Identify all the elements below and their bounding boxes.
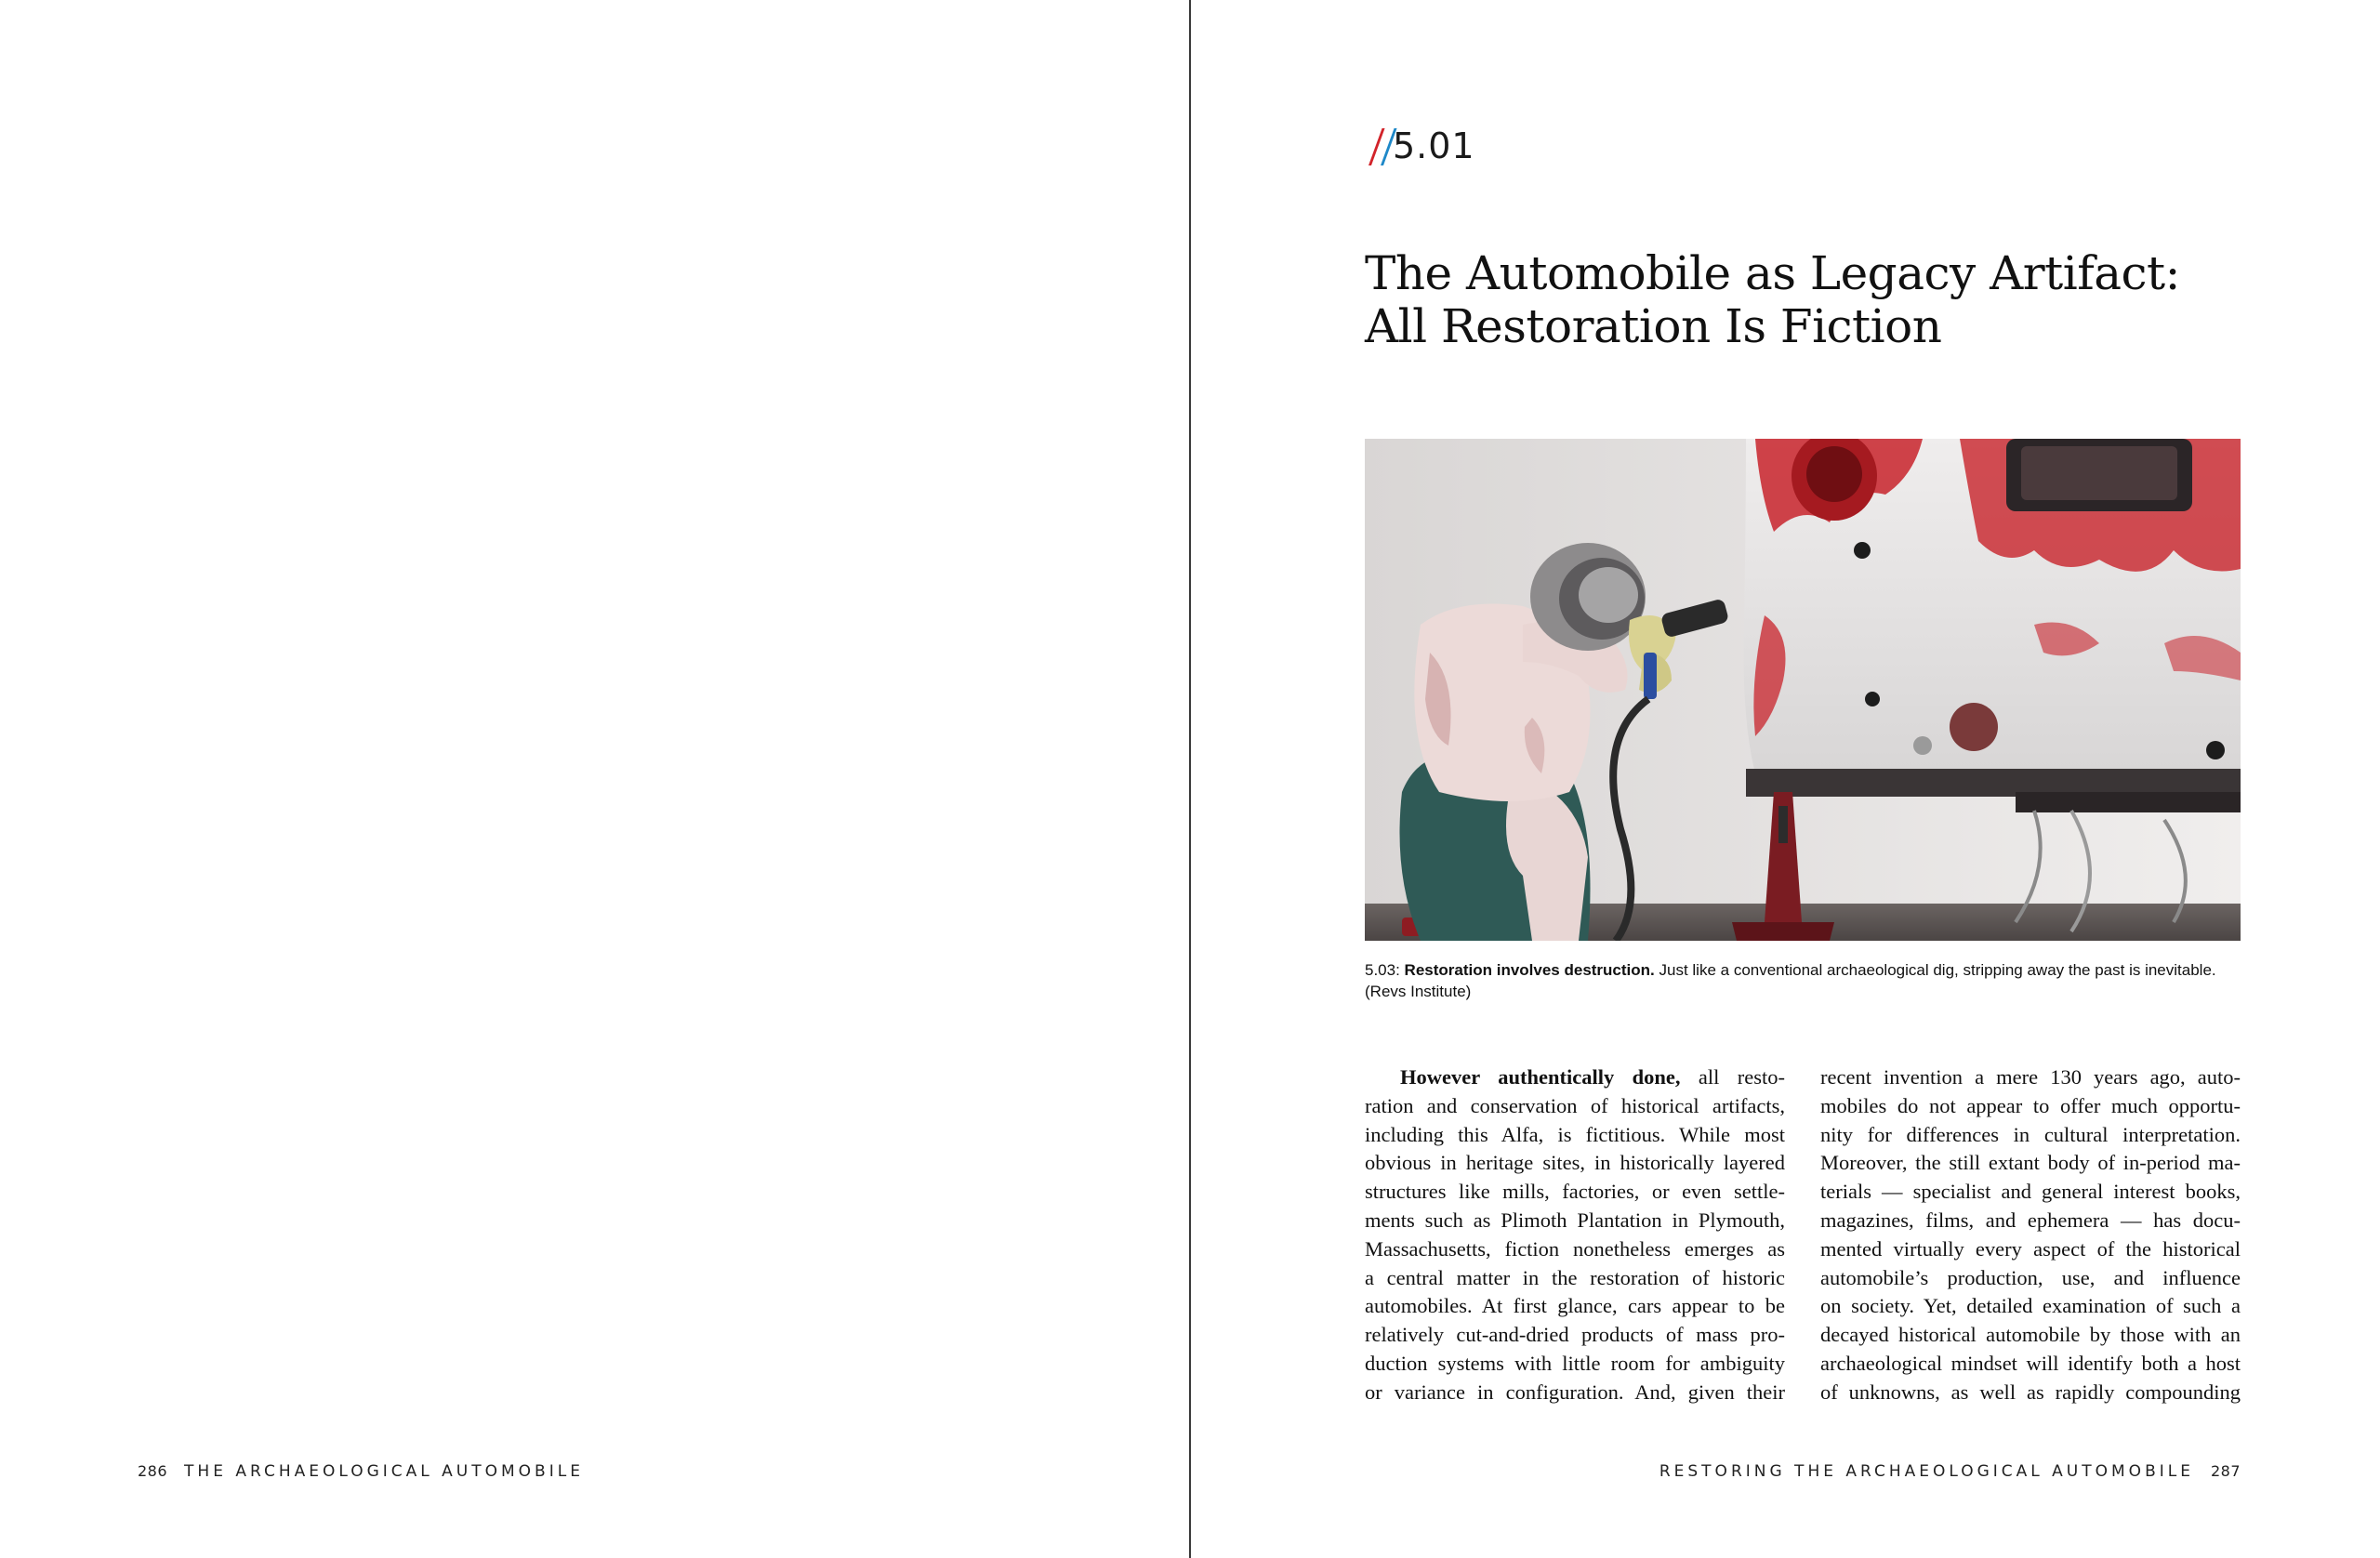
body-line: decayed historical automobile by those with an bbox=[1820, 1323, 2241, 1347]
left-running-title: THE ARCHAEOLOGICAL AUTOMOBILE bbox=[184, 1462, 584, 1481]
body-line: of unknowns, as well as rapidly compounding bbox=[1820, 1380, 2241, 1404]
section-number-text: 5.01 bbox=[1393, 125, 1475, 166]
body-line: including this Alfa, is fictitious. While most bbox=[1365, 1122, 1785, 1146]
chapter-title-line2: All Restoration Is Fiction bbox=[1365, 299, 1942, 353]
body-line: magazines, films, and ephemera — has docu- bbox=[1820, 1208, 2241, 1232]
body-line: ments such as Plimoth Plantation in Plymouth, bbox=[1365, 1208, 1785, 1232]
body-line: Moreover, the still extant body of in-period ma- bbox=[1820, 1151, 2241, 1175]
restoration-photo-illustration bbox=[1365, 439, 2241, 941]
red-slash bbox=[1365, 128, 1374, 164]
figure-caption-bold: Restoration involves destruction. bbox=[1404, 961, 1655, 979]
body-line: structures like mills, factories, or even settle- bbox=[1365, 1180, 1785, 1204]
body-line: mented virtually every aspect of the historical bbox=[1820, 1236, 2241, 1261]
body-line: archaeological mindset will identify both a host bbox=[1820, 1351, 2241, 1375]
figure-label: 5.03: bbox=[1365, 961, 1400, 979]
left-page-number: 286 bbox=[138, 1462, 168, 1480]
body-line: duction systems with little room for ambiguity bbox=[1365, 1351, 1785, 1375]
body-line: all resto- bbox=[1680, 1065, 1785, 1089]
body-line: nity for differences in cultural interpretation. bbox=[1820, 1122, 2241, 1146]
right-running-footer bbox=[1659, 1462, 2241, 1481]
chapter-title bbox=[1365, 247, 2202, 353]
figure-caption bbox=[1365, 959, 2241, 1002]
body-line: terials — specialist and general interest books, bbox=[1820, 1180, 2241, 1204]
double-slash-icon bbox=[1365, 128, 1389, 164]
blue-slash bbox=[1377, 128, 1386, 164]
body-line: relatively cut-and-dried products of mass pro- bbox=[1365, 1323, 1785, 1347]
body-column-2 bbox=[1820, 1063, 2241, 1407]
chapter-title-line1: The Automobile as Legacy Artifact: bbox=[1365, 246, 2180, 300]
section-number bbox=[1365, 125, 1475, 166]
body-line: automobile’s production, use, and influence bbox=[1820, 1265, 2241, 1289]
body-column-1 bbox=[1365, 1063, 1785, 1407]
body-line: recent invention a mere 130 years ago, auto- bbox=[1820, 1065, 2241, 1089]
restoration-photo bbox=[1365, 439, 2241, 941]
body-line: Massachusetts, fiction nonetheless emerges as bbox=[1365, 1236, 1785, 1261]
figure-credit: (Revs Institute) bbox=[1365, 983, 1472, 1000]
lead-in: However authentically done, bbox=[1400, 1065, 1681, 1089]
figure-caption-text: Just like a conventional archaeological dig, stripping away the past is inevitable. bbox=[1654, 961, 2216, 979]
right-page-number: 287 bbox=[2210, 1462, 2241, 1480]
body-line: ration and conservation of historical artifacts, bbox=[1365, 1093, 1785, 1117]
body-line: a central matter in the restoration of historic bbox=[1365, 1265, 1785, 1289]
body-line: automobiles. At first glance, cars appear to be bbox=[1365, 1294, 1785, 1318]
body-line: or variance in configuration. And, given their bbox=[1365, 1380, 1785, 1404]
body-first-line bbox=[1365, 1063, 1785, 1092]
right-running-title: RESTORING THE ARCHAEOLOGICAL AUTOMOBILE bbox=[1659, 1462, 2194, 1481]
body-line: on society. Yet, detailed examination of such a bbox=[1820, 1294, 2241, 1318]
left-running-footer bbox=[138, 1462, 584, 1481]
body-line: mobiles do not appear to offer much opportu- bbox=[1820, 1093, 2241, 1117]
body-line: obvious in heritage sites, in historically layered bbox=[1365, 1151, 1785, 1175]
